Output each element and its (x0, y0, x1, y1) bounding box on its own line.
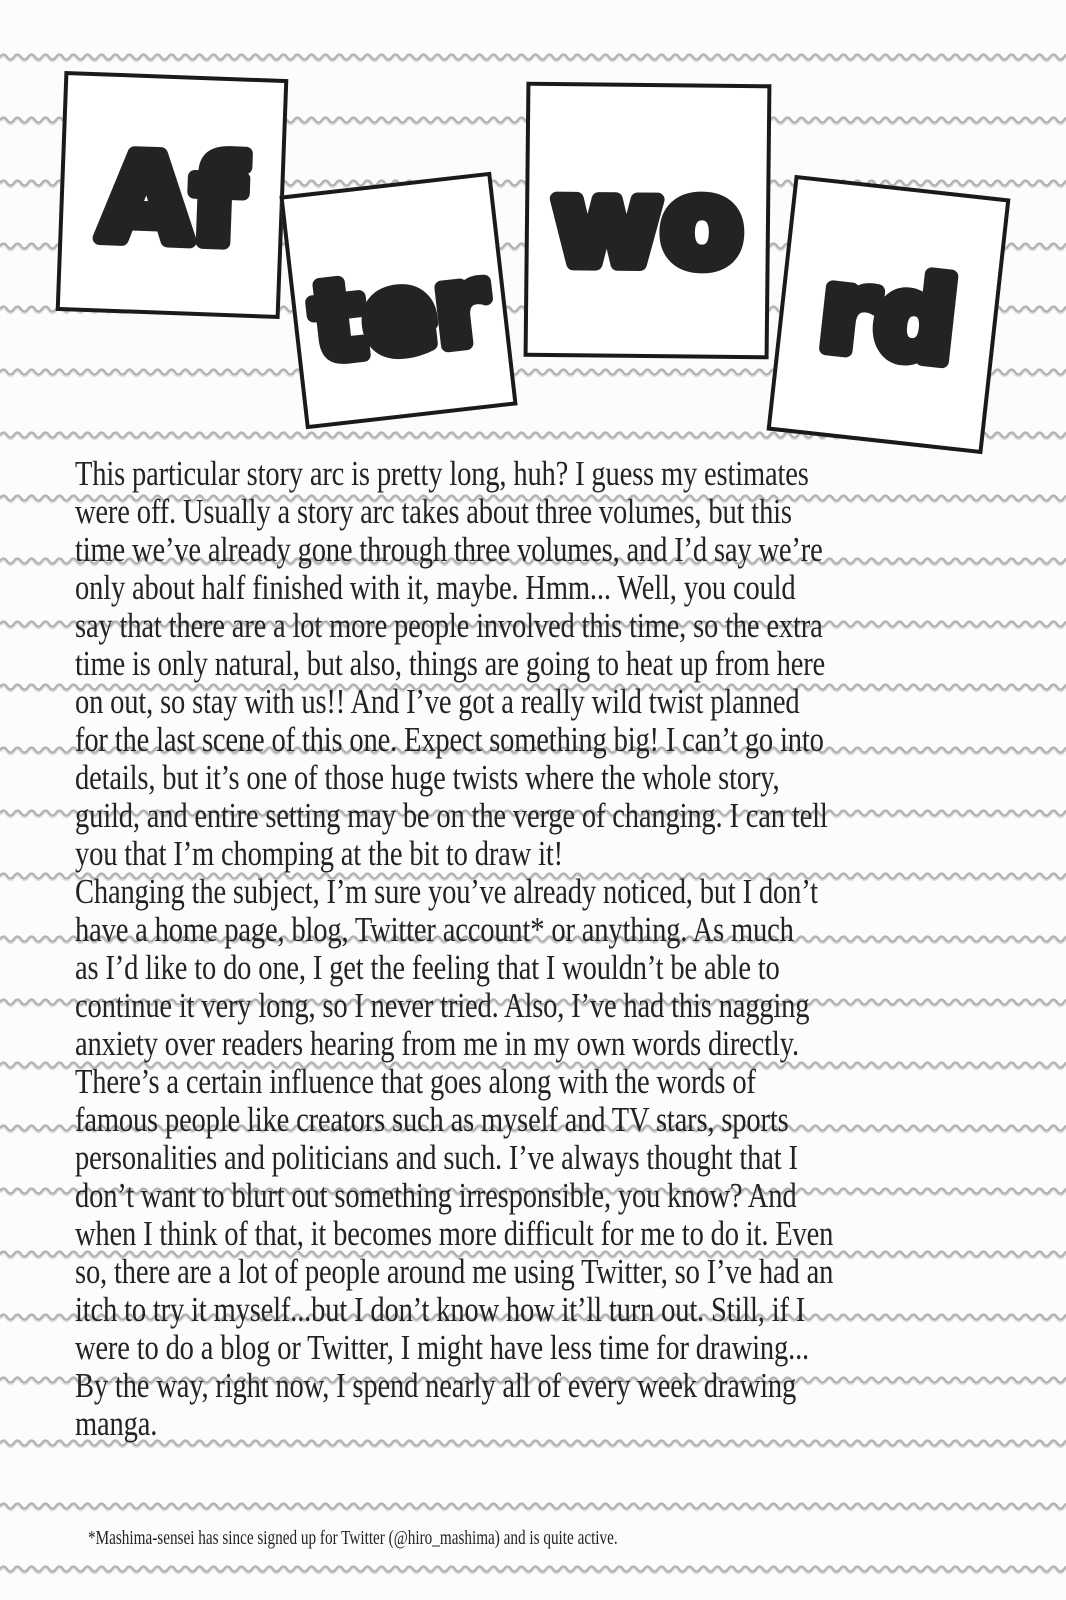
title-card-wo (524, 82, 772, 360)
title-card-ter (279, 172, 517, 430)
body-text-line: on out, so stay with us!! And I’ve got a really wild twist planned (75, 682, 800, 721)
body-text-line: This particular story arc is pretty long, huh? I guess my estimates (75, 454, 809, 493)
body-text-line: were to do a blog or Twitter, I might have less time for drawing... (75, 1328, 810, 1367)
footnote (88, 1527, 618, 1551)
title-letters-wo: wo (551, 153, 744, 294)
body-text-line: Changing the subject, I’m sure you’ve already noticed, but I don’t (75, 872, 818, 911)
body-text-line: By the way, right now, I spend nearly all of every week drawing (75, 1366, 797, 1405)
body-text (75, 455, 996, 1443)
body-text-line: you that I’m chomping at the bit to draw it! (75, 834, 563, 873)
body-text-line: time is only natural, but also, things are going to heat up from here (75, 644, 826, 683)
title-card-af (56, 71, 289, 319)
body-text-line: don’t want to blurt out something irresponsible, you know? And (75, 1176, 797, 1215)
title-letters-ter: ter (306, 243, 494, 386)
title-letters-rd: rd (813, 244, 963, 390)
body-text-line: anxiety over readers hearing from me in my own words directly. (75, 1024, 799, 1063)
paragraph-1 (75, 455, 996, 873)
body-text-line: so, there are a lot of people around me using Twitter, so I’ve had an (75, 1252, 834, 1291)
body-text-line: manga. (75, 1404, 158, 1443)
footnote-text: *Mashima-sensei has since signed up for Twitter (@hiro_mashima) and is quite active. (88, 1528, 618, 1549)
body-text-line: for the last scene of this one. Expect something big! I can’t go into (75, 720, 824, 759)
body-text-line: famous people like creators such as myself and TV stars, sports (75, 1100, 789, 1139)
title-letters-af: Af (98, 128, 246, 272)
body-text-line: guild, and entire setting may be on the verge of changing. I can tell (75, 796, 828, 835)
body-text-line: only about half finished with it, maybe. Hmm... Well, you could (75, 568, 796, 607)
body-text-line: itch to try it myself...but I don’t know how it’ll turn out. Still, if I (75, 1290, 806, 1329)
body-text-line: when I think of that, it becomes more difficult for me to do it. Even (75, 1214, 834, 1253)
title-card-rd (767, 175, 1011, 454)
body-text-line: say that there are a lot more people involved this time, so the extra (75, 606, 823, 645)
body-text-line: details, but it’s one of those huge twists where the whole story, (75, 758, 780, 797)
body-text-line: There’s a certain influence that goes along with the words of (75, 1062, 756, 1101)
body-text-line: were off. Usually a story arc takes about three volumes, but this (75, 492, 792, 531)
paragraph-2 (75, 873, 996, 1443)
body-text-line: personalities and politicians and such. I’ve always thought that I (75, 1138, 798, 1177)
body-text-line: as I’d like to do one, I get the feeling that I wouldn’t be able to (75, 948, 780, 987)
body-text-line: have a home page, blog, Twitter account* or anything. As much (75, 910, 794, 949)
body-text-line: continue it very long, so I never tried. Also, I’ve had this nagging (75, 986, 810, 1025)
body-text-line: time we’ve already gone through three volumes, and I’d say we’re (75, 530, 823, 569)
